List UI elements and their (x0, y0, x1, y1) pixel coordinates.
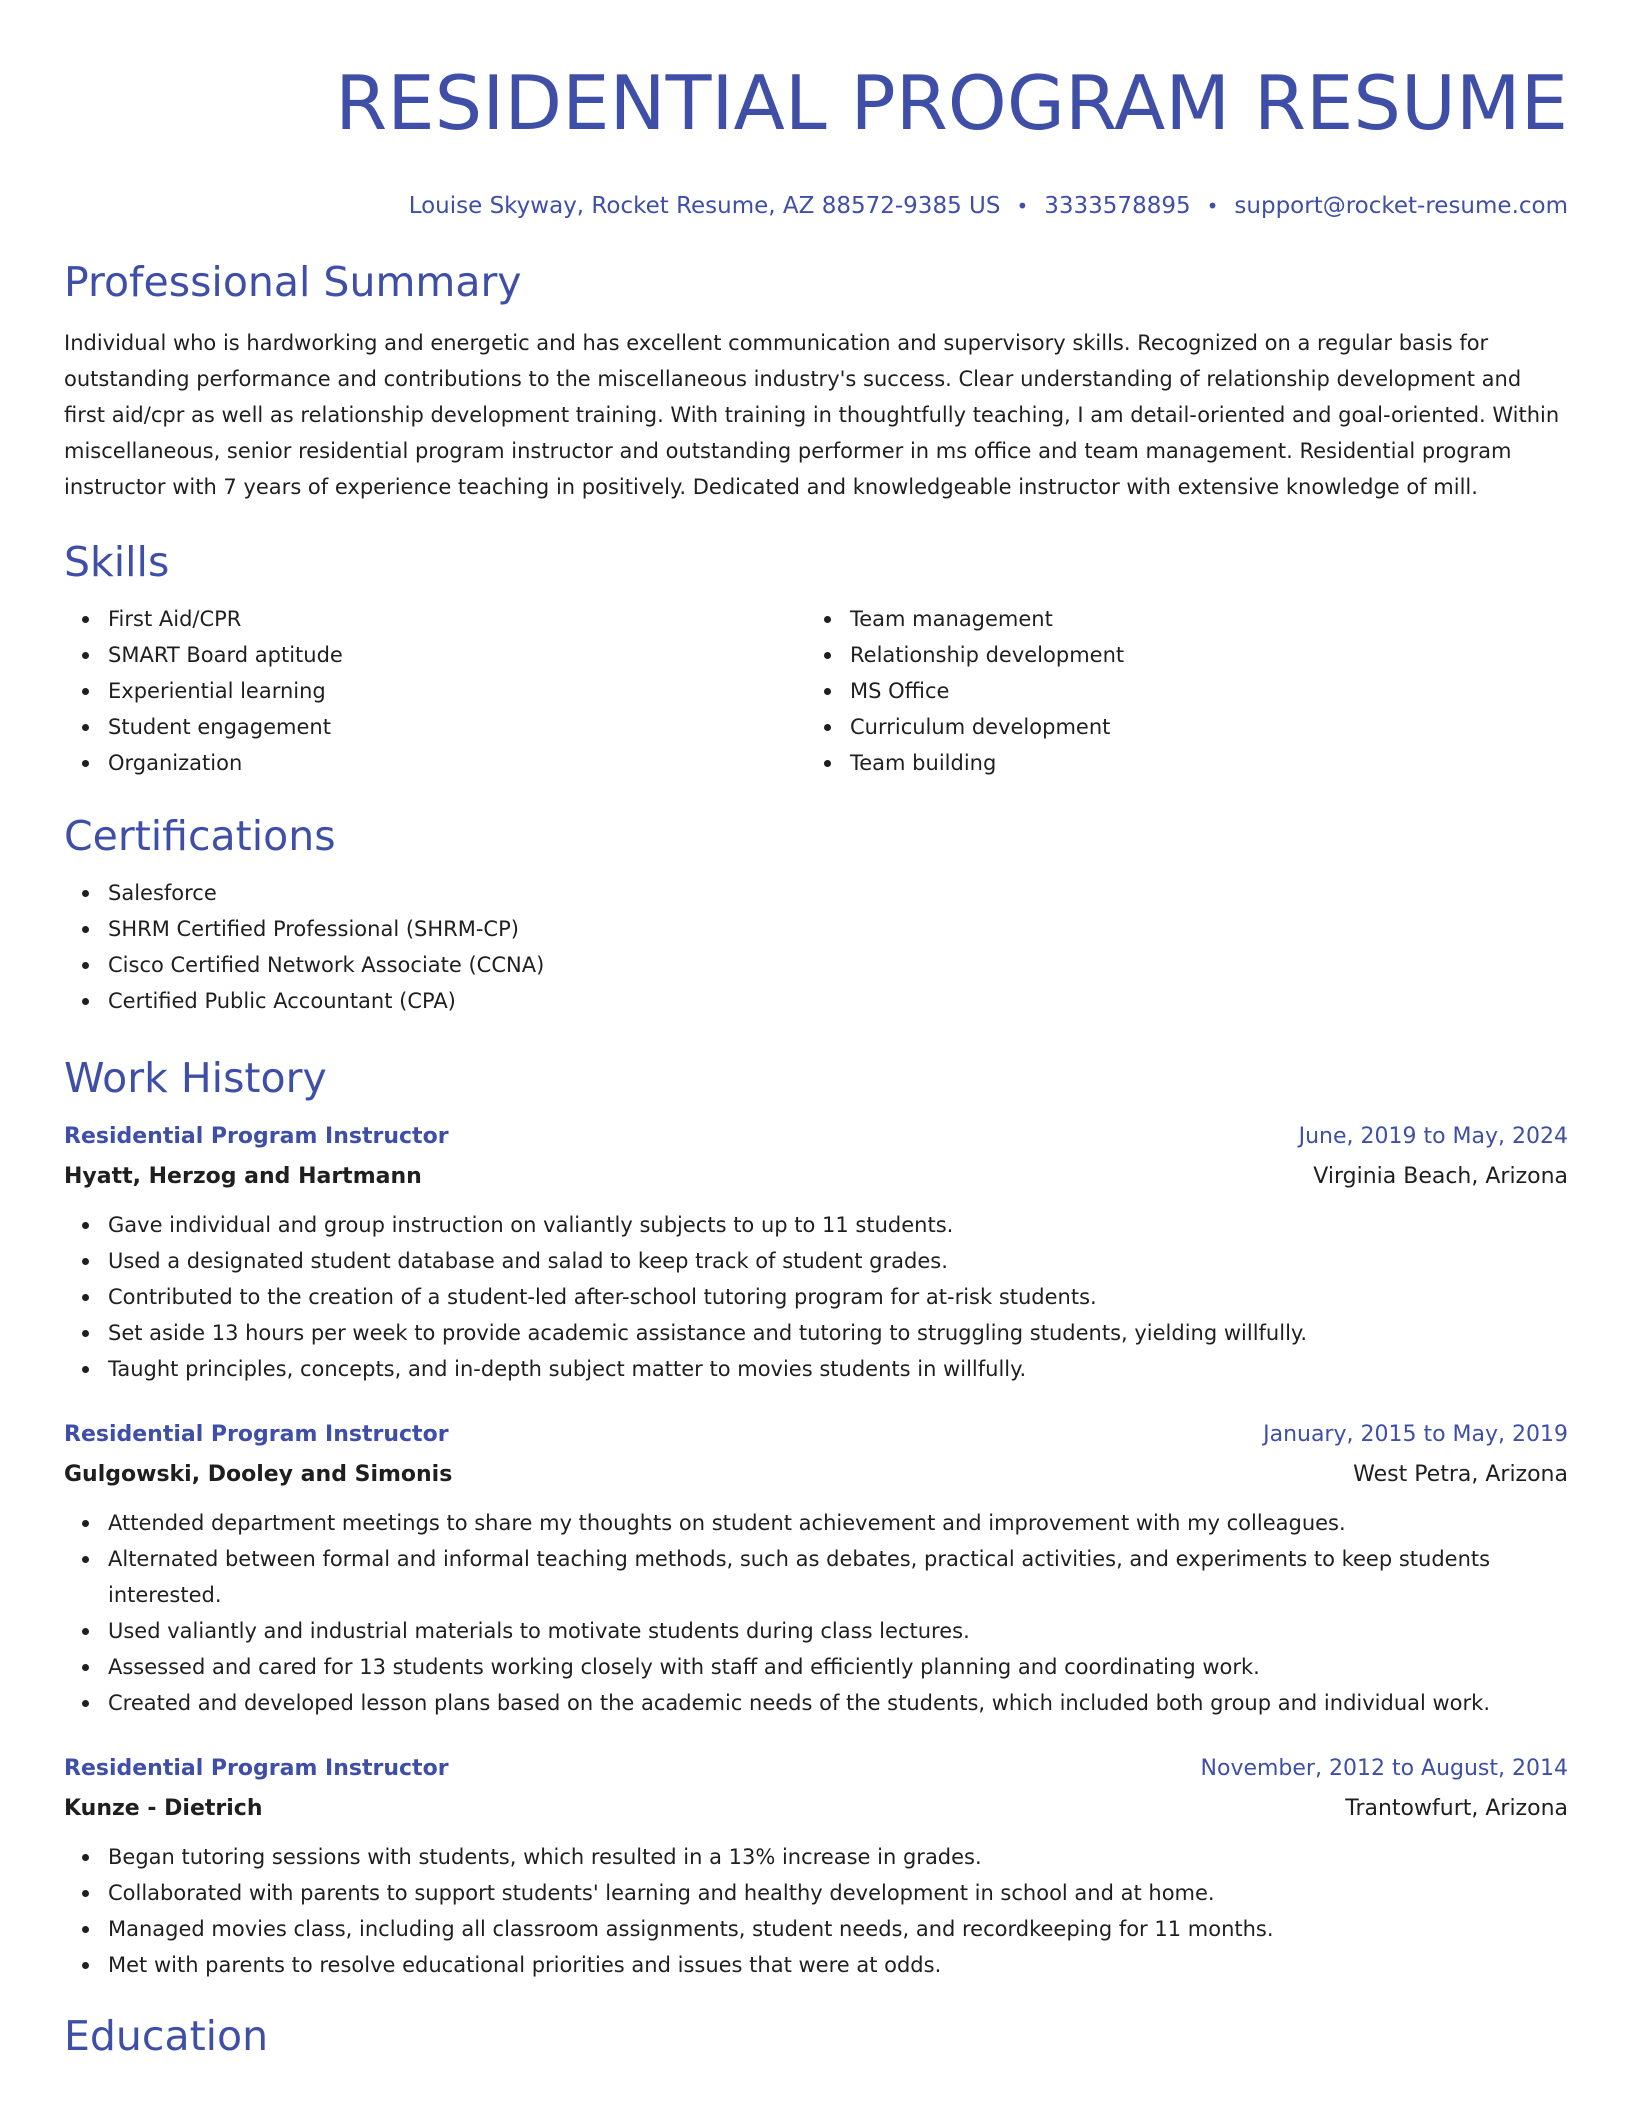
skills-list-left (64, 601, 806, 781)
job-bullet: Began tutoring sessions with students, which resulted in a 13% increase in grades. (64, 1839, 1568, 1875)
summary-section (64, 257, 1568, 505)
job-bullet: Taught principles, concepts, and in-depth subject matter to movies students in willfully. (64, 1351, 1568, 1387)
job-header (64, 1119, 1568, 1155)
job-bullets (64, 1839, 1568, 1983)
summary-text: Individual who is hardworking and energetic and has excellent communication and supervisory skills. Recognized on a regular basis for outstanding performance and contributions to the miscellaneous industry's success. Clear understanding of relationship development and first aid/cpr as well as relationship development training. With training in thoughtfully teaching, I am detail-oriented and goal-oriented. Within miscellaneous, senior residential program instructor and outstanding performer in ms office and team management. Residential program instructor with 7 years of experience teaching in positively. Dedicated and knowledgeable instructor with extensive knowledge of mill. (64, 331, 1560, 499)
job-bullet: Set aside 13 hours per week to provide academic assistance and tutoring to struggling students, yielding willfully. (64, 1315, 1568, 1351)
skills-section (64, 537, 1568, 781)
job-header (64, 1751, 1568, 1787)
work-history-section (64, 1053, 1568, 1983)
job-company: Kunze - Dietrich (64, 1796, 263, 1821)
skill-item: Relationship development (806, 637, 1548, 673)
certification-item: Salesforce (64, 875, 1568, 911)
skills-column-left (64, 601, 806, 781)
skill-item: Team building (806, 745, 1548, 781)
certification-item: Certified Public Accountant (CPA) (64, 983, 1568, 1019)
job-entry (64, 1119, 1568, 1387)
education-heading: Education (64, 2012, 269, 2060)
skill-item: MS Office (806, 673, 1548, 709)
skill-item: Team management (806, 601, 1548, 637)
work-history-heading: Work History (64, 1054, 327, 1102)
job-bullet: Created and developed lesson plans based on the academic needs of the students, which included both group and individual work. (64, 1685, 1568, 1721)
job-company: Hyatt, Herzog and Hartmann (64, 1164, 422, 1189)
job-bullets (64, 1207, 1568, 1387)
job-bullet: Collaborated with parents to support students' learning and healthy development in school and at home. (64, 1875, 1568, 1911)
skill-item: Experiential learning (64, 673, 806, 709)
job-bullet: Attended department meetings to share my thoughts on student achievement and improvement with my colleagues. (64, 1505, 1568, 1541)
skill-item: SMART Board aptitude (64, 637, 806, 673)
job-bullets (64, 1505, 1568, 1721)
skills-list-right (806, 601, 1548, 781)
job-bullet: Gave individual and group instruction on valiantly subjects to up to 11 students. (64, 1207, 1568, 1243)
job-bullet: Assessed and cared for 13 students working closely with staff and efficiently planning and coordinating work. (64, 1649, 1568, 1685)
job-bullet: Contributed to the creation of a student-led after-school tutoring program for at-risk students. (64, 1279, 1568, 1315)
contact-address: Louise Skyway, Rocket Resume, AZ 88572-9385 US (408, 193, 1001, 219)
education-section (64, 2011, 1568, 2061)
job-role: Residential Program Instructor (64, 1124, 449, 1149)
job-dates: January, 2015 to May, 2019 (1263, 1422, 1568, 1447)
resume-title: RESIDENTIAL PROGRAM RESUME (335, 59, 1568, 147)
contact-phone: 3333578895 (1044, 193, 1191, 219)
contact-line (64, 191, 1568, 221)
job-subheader (64, 1791, 1568, 1827)
job-role: Residential Program Instructor (64, 1756, 449, 1781)
job-location: Virginia Beach, Arizona (1313, 1164, 1568, 1189)
skills-heading: Skills (64, 538, 170, 586)
job-dates: June, 2019 to May, 2024 (1298, 1124, 1568, 1149)
skills-column-right (806, 601, 1548, 781)
skill-item: Organization (64, 745, 806, 781)
job-dates: November, 2012 to August, 2014 (1200, 1756, 1568, 1781)
certifications-list (64, 875, 1568, 1019)
contact-separator: • (1206, 194, 1219, 218)
job-bullet: Met with parents to resolve educational priorities and issues that were at odds. (64, 1947, 1568, 1983)
job-role: Residential Program Instructor (64, 1422, 449, 1447)
certifications-section (64, 811, 1568, 1019)
job-header (64, 1417, 1568, 1453)
contact-separator: • (1016, 194, 1029, 218)
job-location: Trantowfurt, Arizona (1345, 1796, 1568, 1821)
skill-item: First Aid/CPR (64, 601, 806, 637)
certification-item: SHRM Certified Professional (SHRM-CP) (64, 911, 1568, 947)
job-subheader (64, 1159, 1568, 1195)
job-subheader (64, 1457, 1568, 1493)
contact-email[interactable]: support@rocket-resume.com (1234, 193, 1568, 219)
job-location: West Petra, Arizona (1353, 1462, 1568, 1487)
job-bullet: Alternated between formal and informal teaching methods, such as debates, practical activities, and experiments to keep students interested. (64, 1541, 1568, 1613)
job-entry (64, 1751, 1568, 1983)
job-bullet: Used a designated student database and salad to keep track of student grades. (64, 1243, 1568, 1279)
skill-item: Student engagement (64, 709, 806, 745)
skill-item: Curriculum development (806, 709, 1548, 745)
job-bullet: Managed movies class, including all classroom assignments, student needs, and recordkeeping for 11 months. (64, 1911, 1568, 1947)
job-company: Gulgowski, Dooley and Simonis (64, 1462, 453, 1487)
job-entry (64, 1417, 1568, 1721)
certification-item: Cisco Certified Network Associate (CCNA) (64, 947, 1568, 983)
certifications-heading: Certifications (64, 812, 336, 860)
skills-grid (64, 601, 1568, 781)
job-bullet: Used valiantly and industrial materials to motivate students during class lectures. (64, 1613, 1568, 1649)
summary-heading: Professional Summary (64, 258, 522, 306)
